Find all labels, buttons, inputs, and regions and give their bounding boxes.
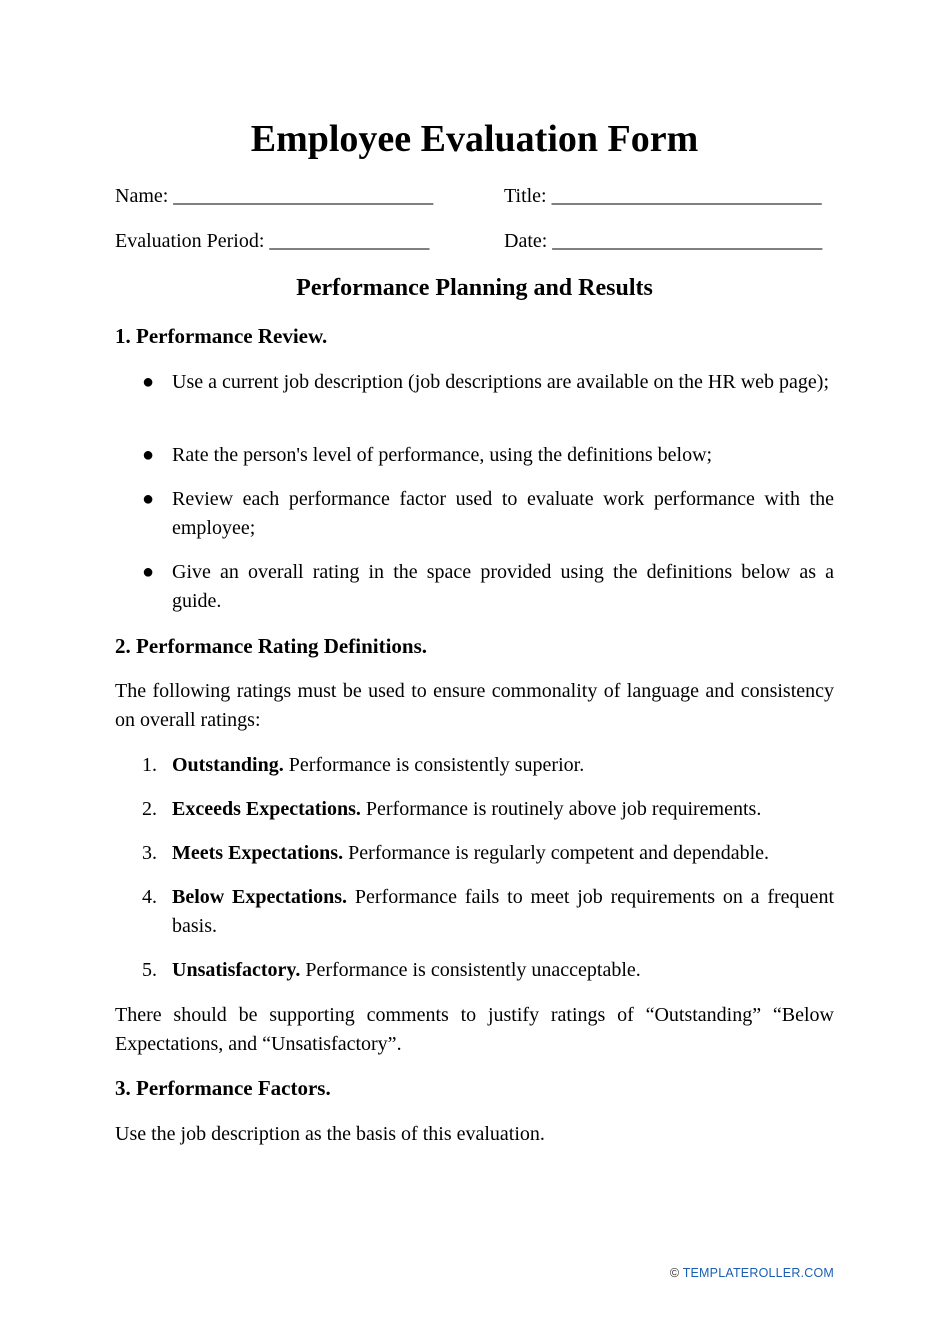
- bullet-icon: ●: [142, 444, 155, 466]
- rating-desc: Performance is routinely above job requirements.: [360, 798, 762, 820]
- rating-item: [115, 956, 834, 985]
- rating-item: [115, 795, 834, 824]
- rating-text: [172, 751, 834, 780]
- rating-desc: Performance is consistently superior.: [283, 754, 585, 776]
- date-field[interactable]: Date: ___________________________: [504, 230, 823, 252]
- name-field[interactable]: Name: __________________________: [115, 185, 434, 207]
- bullet-icon: ●: [142, 488, 155, 510]
- list-number: 2.: [142, 798, 157, 820]
- section2-intro: The following ratings must be used to ensure commonality of language and consistency on overall ratings:: [115, 680, 834, 731]
- rating-term: Meets Expectations.: [172, 842, 344, 864]
- section2-note: There should be supporting comments to justify ratings of “Outstanding” “Below Expectations, and “Unsatisfactory”.: [115, 1004, 834, 1055]
- list-item: [115, 368, 834, 397]
- list-number: 1.: [142, 754, 157, 776]
- section3-text: Use the job description as the basis of this evaluation.: [115, 1123, 545, 1145]
- footer-credit: [670, 1266, 834, 1280]
- list-number: 3.: [142, 842, 157, 864]
- bullet-text: Review each performance factor used to evaluate work performance with the employee;: [172, 488, 834, 539]
- rating-term: Exceeds Expectations.: [172, 798, 361, 820]
- section1-heading: 1. Performance Review.: [115, 324, 328, 348]
- title-field[interactable]: Title: ___________________________: [504, 185, 822, 207]
- footer-site-link[interactable]: TEMPLATEROLLER.COM: [682, 1266, 834, 1280]
- section2-heading: 2. Performance Rating Definitions.: [115, 634, 428, 658]
- rating-item: [115, 883, 834, 940]
- rating-term: Below Expectations.: [172, 886, 348, 908]
- copyright-icon: ©: [669, 1266, 680, 1280]
- list-item: [115, 485, 834, 542]
- list-item: [115, 441, 834, 470]
- bullet-icon: ●: [142, 371, 155, 393]
- bullet-text: Rate the person's level of performance, using the definitions below;: [172, 444, 713, 466]
- rating-term: Unsatisfactory.: [172, 959, 301, 981]
- document-title: Employee Evaluation Form: [250, 118, 699, 160]
- list-number: 5.: [142, 959, 157, 981]
- rating-item: [115, 839, 834, 868]
- rating-text: [172, 883, 834, 940]
- evaluation-period-field[interactable]: Evaluation Period: ________________: [115, 230, 430, 252]
- rating-term: Outstanding.: [172, 754, 284, 776]
- bullet-text: Give an overall rating in the space provided using the definitions below as a guide.: [172, 561, 834, 612]
- bullet-text: Use a current job description (job descriptions are available on the HR web page);: [172, 371, 830, 393]
- section3-heading: 3. Performance Factors.: [115, 1076, 331, 1100]
- list-item: [115, 558, 834, 615]
- section-title: Performance Planning and Results: [296, 275, 653, 301]
- bullet-icon: ●: [142, 561, 155, 583]
- rating-desc: Performance fails to meet job requirements on a frequent basis.: [172, 886, 834, 937]
- rating-text: [172, 839, 834, 868]
- list-number: 4.: [142, 886, 157, 908]
- rating-desc: Performance is consistently unacceptable.: [300, 959, 641, 981]
- rating-desc: Performance is regularly competent and dependable.: [343, 842, 770, 864]
- rating-text: [172, 956, 834, 985]
- rating-text: [172, 795, 834, 824]
- rating-item: [115, 751, 834, 780]
